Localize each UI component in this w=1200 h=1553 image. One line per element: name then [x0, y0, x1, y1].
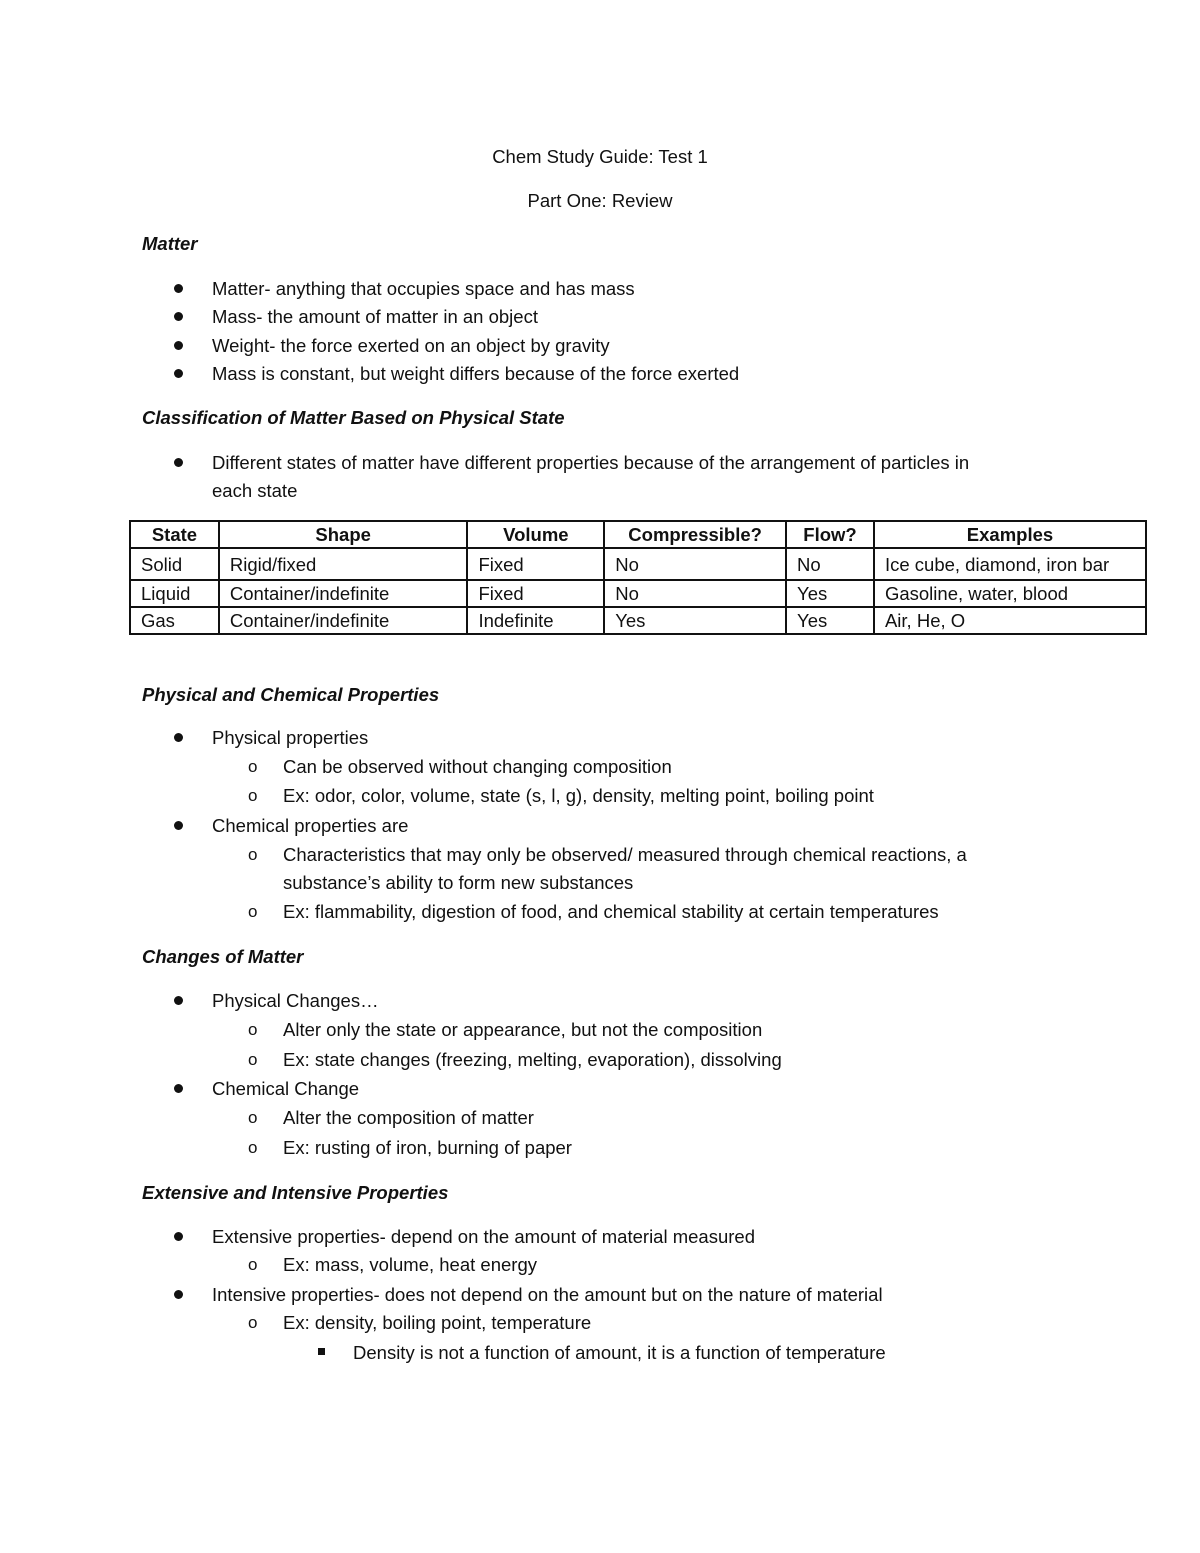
section-heading-properties: Physical and Chemical Properties [142, 684, 440, 705]
list-item: Chemical properties are [212, 815, 409, 836]
bullet-icon [172, 811, 184, 823]
bullet-icon [172, 331, 184, 343]
table-cell: Yes [786, 580, 874, 607]
sub-list-item: Ex: flammability, digestion of food, and chemical stability at certain temperatures [283, 901, 939, 922]
table-cell: Solid [130, 548, 219, 580]
sub-bullet-icon: o [248, 902, 258, 921]
sub-bullet-icon: o [248, 1020, 258, 1039]
sub-bullet-icon: o [248, 786, 258, 805]
bullet-icon [172, 302, 184, 314]
column-header: Flow? [786, 521, 874, 548]
sub-list-item: Ex: mass, volume, heat energy [283, 1254, 537, 1275]
table-cell: Rigid/fixed [219, 548, 468, 580]
sub-sub-list-item: Density is not a function of amount, it is a function of temperature [353, 1342, 886, 1363]
sub-bullet-icon: o [248, 1108, 258, 1127]
bullet-icon [172, 448, 184, 460]
sub-list-item-continuation: substance’s ability to form new substances [283, 872, 634, 893]
table-cell: Indefinite [467, 607, 604, 634]
table-cell: No [604, 580, 786, 607]
column-header: Shape [219, 521, 468, 548]
states-of-matter-table [129, 520, 1147, 635]
sub-list-item: Ex: odor, color, volume, state (s, l, g), density, melting point, boiling point [283, 785, 874, 806]
document-subtitle: Part One: Review [527, 190, 673, 211]
column-header: Compressible? [604, 521, 786, 548]
table-cell: Yes [604, 607, 786, 634]
list-item: Chemical Change [212, 1078, 360, 1099]
bullet-icon [172, 1074, 184, 1086]
list-item: Weight- the force exerted on an object by gravity [212, 335, 610, 356]
table-cell: No [786, 548, 874, 580]
column-header: Volume [467, 521, 604, 548]
sub-list-item: Can be observed without changing composition [283, 756, 672, 777]
section-heading-classification: Classification of Matter Based on Physical State [142, 407, 565, 428]
table-cell: Liquid [130, 580, 219, 607]
sub-bullet-icon: o [248, 1255, 258, 1274]
sub-list-item: Ex: density, boiling point, temperature [283, 1312, 592, 1333]
section-heading-extensive-intensive: Extensive and Intensive Properties [142, 1182, 449, 1203]
bullet-icon [172, 723, 184, 735]
sub-bullet-icon: o [248, 845, 258, 864]
list-item-continuation: each state [212, 480, 298, 501]
sub-bullet-icon: o [248, 757, 258, 776]
table-cell: Fixed [467, 580, 604, 607]
column-header: State [130, 521, 219, 548]
column-header: Examples [874, 521, 1146, 548]
table-cell: Container/indefinite [219, 607, 468, 634]
bullet-icon [172, 274, 184, 286]
sub-list-item: Ex: state changes (freezing, melting, evaporation), dissolving [283, 1049, 782, 1070]
section-heading-changes: Changes of Matter [142, 946, 304, 967]
table-header-row [130, 521, 1146, 548]
list-item: Mass is constant, but weight differs because of the force exerted [212, 363, 740, 384]
list-item: Mass- the amount of matter in an object [212, 306, 538, 327]
sub-list-item: Alter only the state or appearance, but not the composition [283, 1019, 763, 1040]
table-row [130, 580, 1146, 607]
table-cell: Fixed [467, 548, 604, 580]
list-item: Extensive properties- depend on the amount of material measured [212, 1226, 755, 1247]
table-cell: Yes [786, 607, 874, 634]
table-cell: Ice cube, diamond, iron bar [874, 548, 1146, 580]
bullet-icon [172, 1280, 184, 1292]
sub-bullet-icon: o [248, 1138, 258, 1157]
list-item: Intensive properties- does not depend on the amount but on the nature of material [212, 1284, 883, 1305]
table-row [130, 607, 1146, 634]
list-item: Physical Changes… [212, 990, 379, 1011]
bullet-icon [172, 1222, 184, 1234]
sub-bullet-icon: o [248, 1313, 258, 1332]
table-cell: Gas [130, 607, 219, 634]
sub-list-item: Alter the composition of matter [283, 1107, 534, 1128]
sub-list-item: Ex: rusting of iron, burning of paper [283, 1137, 572, 1158]
section-heading-matter: Matter [142, 233, 198, 254]
list-item: Different states of matter have different properties because of the arrangement of particles in [212, 452, 970, 473]
bullet-icon [172, 359, 184, 371]
table-cell: No [604, 548, 786, 580]
table-row [130, 548, 1146, 580]
sub-bullet-icon: o [248, 1050, 258, 1069]
document-title: Chem Study Guide: Test 1 [492, 146, 708, 167]
table-cell: Air, He, O [874, 607, 1146, 634]
table-cell: Container/indefinite [219, 580, 468, 607]
list-item: Physical properties [212, 727, 369, 748]
square-bullet-icon [318, 1338, 326, 1346]
table-cell: Gasoline, water, blood [874, 580, 1146, 607]
bullet-icon [172, 986, 184, 998]
sub-list-item: Characteristics that may only be observed/ measured through chemical reactions, a [283, 844, 967, 865]
list-item: Matter- anything that occupies space and has mass [212, 278, 635, 299]
